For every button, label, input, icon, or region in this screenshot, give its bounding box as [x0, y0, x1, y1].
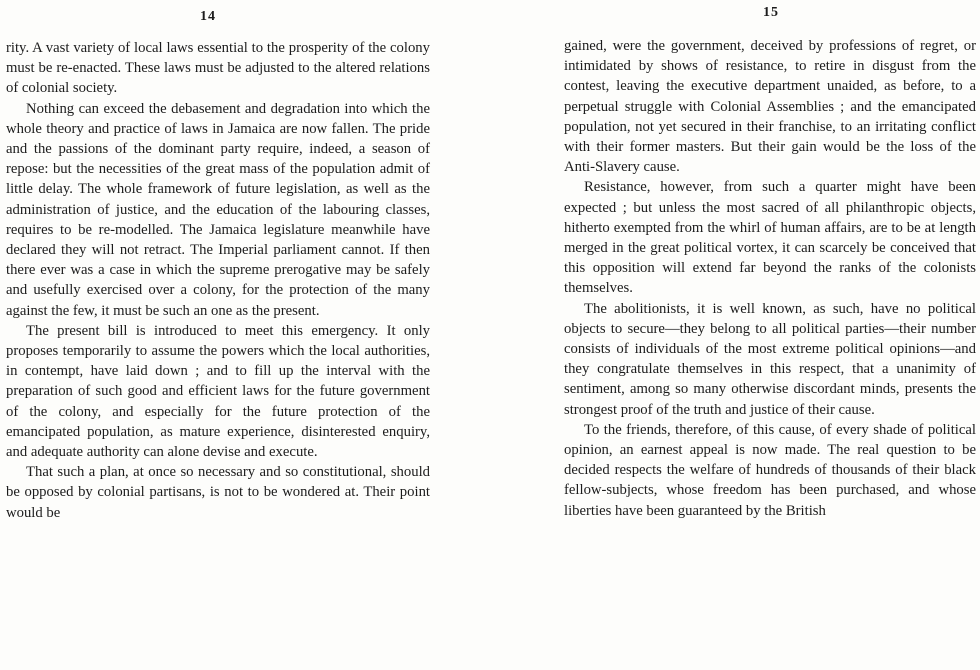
paragraph: That such a plan, at once so necessary and so constitutional, should be opposed by colonial partisans, is not to be wondered at. Their point would be	[6, 464, 430, 521]
page-body	[564, 36, 976, 521]
paragraph: gained, were the government, deceived by professions of regret, or intimidated by shows of resistance, to retire in disgust from the contest, leaving the executive department unaided, as before, to a perpetual struggle with Colonial Assemblies ; and the emancipated population, not yet secured in their franchise, to an irritating conflict with their former masters. But their gain would be the loss of the Anti-Slavery cause.	[564, 38, 976, 176]
page-number: 14	[200, 9, 216, 24]
paragraph: rity. A vast variety of local laws essential to the prosperity of the colony must be re-enacted. These laws must be adjusted to the altered relations of colonial society.	[6, 40, 430, 97]
paragraph: The present bill is introduced to meet this emergency. It only proposes temporarily to assume the powers which the local authorities, in contempt, have laid down ; and to fill up the interval with the preparation of such good and efficient laws for the future government of the colony, and especially for the future protection of the emancipated population, as mature experience, disinterested enquiry, and adequate authority can alone devise and execute.	[6, 322, 430, 461]
paragraph: Nothing can exceed the debasement and degradation into which the whole theory and practice of laws in Jamaica are now fallen. The pride and the passions of the dominant party require, indeed, a season of repose: but the necessities of the great mass of the population admit of little delay. The whole framework of future legislation, as well as the administration of justice, and the education of the labouring classes, requires to be re-modelled. The Jamaica legislature meanwhile have declared they will not retract. The Imperial parliament cannot. If then there ever was a case in which the supreme prerogative may be safely and usefully exercised over a colony, for the protection of the many against the few, it must be such an one as the present.	[6, 100, 430, 319]
paragraph: Resistance, however, from such a quarter might have been expected ; but unless the most sacred of all philanthropic objects, hitherto exempted from the whirl of human affairs, are to be at length merged in the great political vortex, it can scarcely be conceived that this opposition will extend far beyond the ranks of the colonists themselves.	[564, 179, 976, 297]
page-body	[6, 38, 430, 523]
page-number: 15	[763, 5, 779, 20]
paragraph: To the friends, therefore, of this cause, of every shade of political opinion, an earnest appeal is now made. The real question to be decided respects the welfare of hundreds of thousands of their black fellow-subjects, whose freedom has been purchased, and whose liberties have been guaranteed by the British	[564, 421, 976, 519]
right-page	[530, 0, 980, 670]
paragraph: The abolitionists, it is well known, as such, have no political objects to secure—they belong to all political parties—their number consists of individuals of the most extreme political opinions—and they congratulate themselves in this respect, that a unanimity of sentiment, among so many otherwise discordant minds, presents the strongest proof of the truth and justice of their cause.	[564, 300, 976, 418]
left-page	[0, 0, 458, 670]
